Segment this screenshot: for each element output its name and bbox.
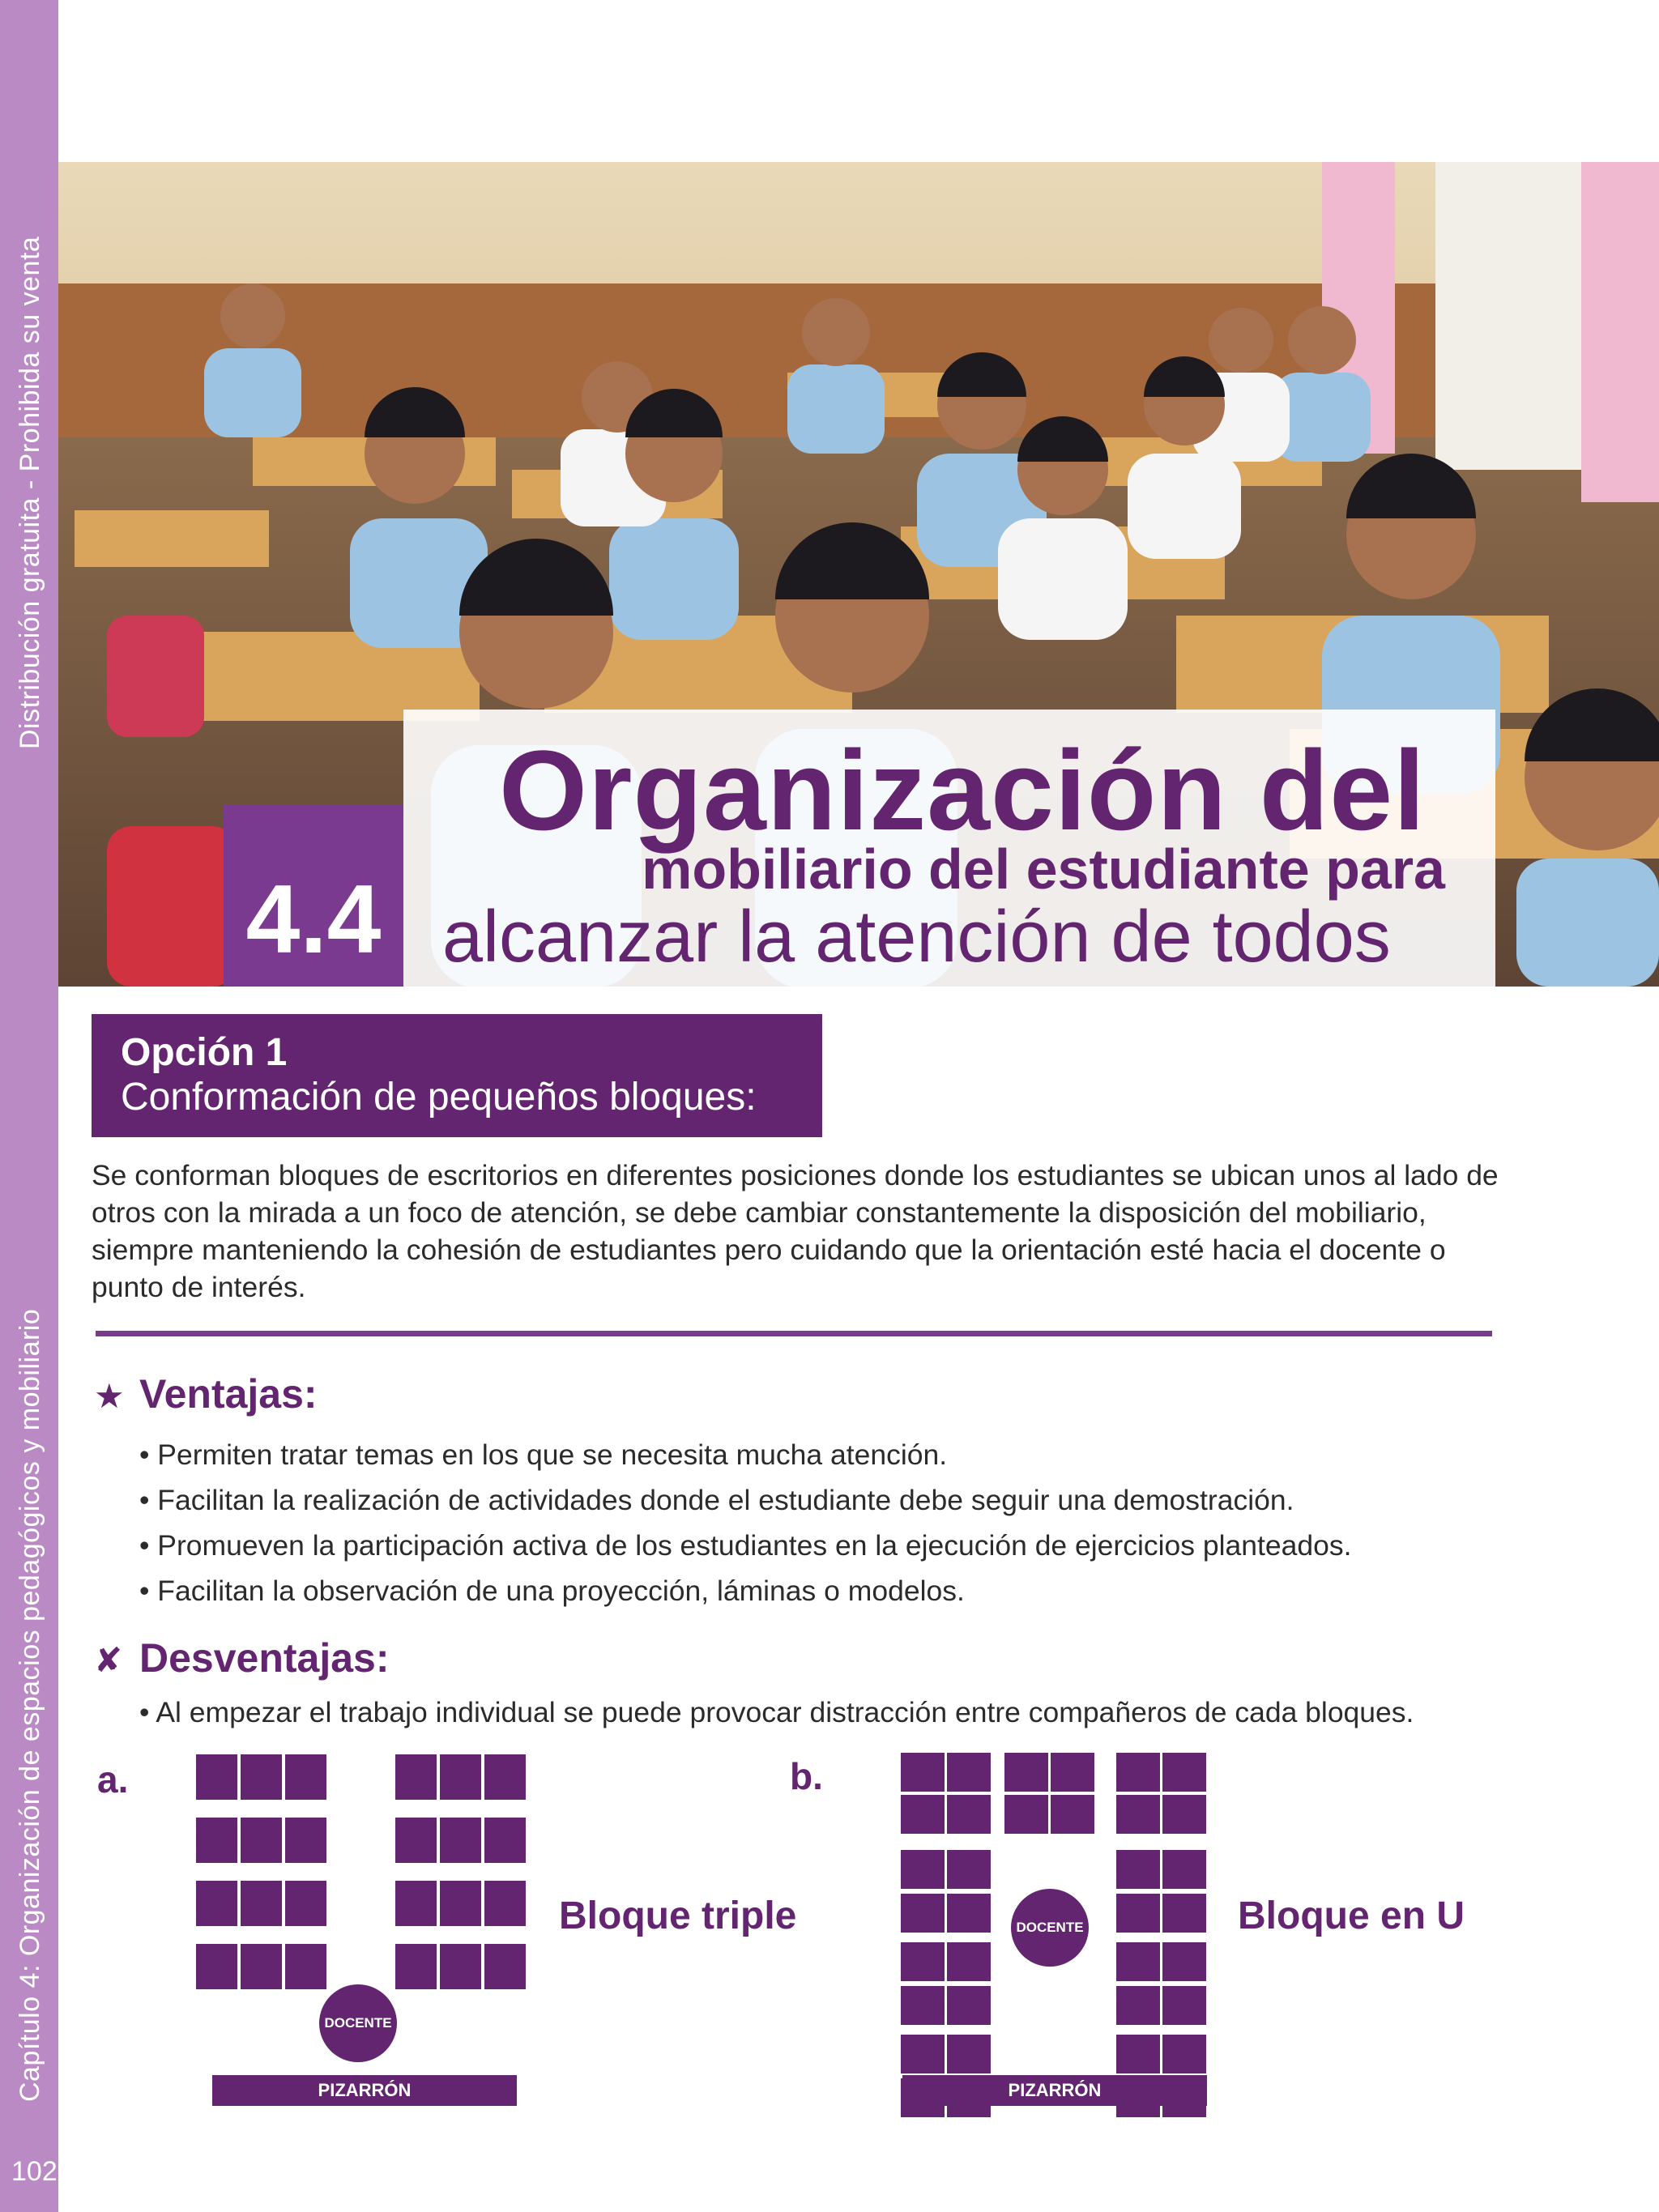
desk: [196, 1881, 237, 1926]
desk: [484, 1944, 526, 1989]
desk: [947, 1795, 991, 1834]
desk: [1162, 1850, 1206, 1889]
desk: [440, 1818, 481, 1863]
desk: [1051, 1795, 1094, 1834]
desk: [1051, 1753, 1094, 1792]
desk: [947, 1986, 991, 2025]
page-title-line1: Organización del: [499, 727, 1426, 854]
desk: [241, 1944, 282, 1989]
diagram-b-label: b.: [790, 1755, 823, 1797]
desk: [196, 1754, 237, 1800]
desk: [901, 1894, 945, 1933]
diagram-b-name: Bloque en U: [1238, 1894, 1465, 1937]
desk: [395, 1881, 437, 1926]
diagram-b-board: PIZARRÓN: [902, 2075, 1207, 2106]
desk: [1162, 1753, 1206, 1792]
diagram-a-name: Bloque triple: [559, 1894, 797, 1937]
desk: [440, 1881, 481, 1926]
desk: [1116, 2078, 1160, 2117]
desk: [901, 2078, 945, 2117]
cross-icon: ✘: [94, 1641, 123, 1679]
list-item: • Facilitan la observación de una proyección, láminas o modelos.: [139, 1568, 1351, 1613]
page-title-line2: mobiliario del estudiante para: [642, 837, 1445, 901]
desk: [947, 2035, 991, 2073]
desk: [901, 1850, 945, 1889]
desk: [285, 1881, 326, 1926]
desventajas-heading-label: Desventajas:: [139, 1635, 390, 1681]
desk: [947, 1850, 991, 1889]
list-item: • Promueven la participación activa de los estudiantes en la ejecución de ejercicios planteados.: [139, 1523, 1351, 1568]
desk: [196, 1818, 237, 1863]
desk: [285, 1944, 326, 1989]
desk: [947, 2078, 991, 2117]
desk: [1162, 1795, 1206, 1834]
list-item: • Facilitan la realización de actividades donde el estudiante debe seguir una demostración.: [139, 1477, 1351, 1523]
desk: [196, 1944, 237, 1989]
desk: [241, 1881, 282, 1926]
diagram-b-teacher: DOCENTE: [1011, 1889, 1089, 1967]
desventajas-heading: [94, 1634, 390, 1681]
desk: [285, 1754, 326, 1800]
desk: [241, 1818, 282, 1863]
diagram-a-board: PIZARRÓN: [212, 2075, 517, 2106]
desk: [901, 1795, 945, 1834]
section-divider: [96, 1331, 1492, 1336]
option-title: Opción 1: [121, 1031, 288, 1074]
sidebar: [0, 0, 58, 2212]
diagram-a-teacher: DOCENTE: [319, 1984, 397, 2062]
desk: [901, 1986, 945, 2025]
desk: [1004, 1795, 1048, 1834]
option-header: [92, 1014, 822, 1137]
desk: [1116, 1850, 1160, 1889]
desk: [901, 2035, 945, 2073]
desk: [1162, 1894, 1206, 1933]
diagram-a-label: a.: [97, 1758, 129, 1801]
desk: [947, 1753, 991, 1792]
desk: [1162, 2035, 1206, 2073]
desk: [947, 1894, 991, 1933]
list-item: • Permiten tratar temas en los que se necesita mucha atención.: [139, 1432, 1351, 1477]
desk: [1116, 2035, 1160, 2073]
desk: [440, 1944, 481, 1989]
ventajas-list: [139, 1432, 1351, 1613]
desk: [395, 1944, 437, 1989]
desk: [947, 1942, 991, 1981]
sidebar-distribution-note: Distribución gratuita - Prohibida su venta: [15, 236, 45, 749]
page-number: 102: [11, 2156, 58, 2187]
desk: [1162, 1986, 1206, 2025]
desk: [1116, 1795, 1160, 1834]
desk: [1162, 1942, 1206, 1981]
intro-paragraph: Se conforman bloques de escritorios en diferentes posiciones donde los estudiantes se ubican unos al lado de otros con la mirada a un foco de atención, se debe cambiar constantemente la disposición del mobiliario, siempre manteniendo la cohesión de estudiantes pero cuidando que la orientación esté hacia el docente o punto de interés.: [92, 1159, 1499, 1303]
ventajas-heading: [94, 1370, 318, 1417]
desk: [395, 1754, 437, 1800]
desk: [484, 1881, 526, 1926]
desk: [1116, 1986, 1160, 2025]
desk: [1004, 1753, 1048, 1792]
desk: [440, 1754, 481, 1800]
desk: [285, 1818, 326, 1863]
desk: [1116, 1753, 1160, 1792]
page-title-line3: alcanzar la atención de todos: [442, 897, 1391, 978]
option-subtitle: Conformación de pequeños bloques:: [121, 1076, 757, 1119]
list-item: • Al empezar el trabajo individual se puede provocar distracción entre compañeros de cada bloques.: [139, 1690, 1414, 1735]
desk: [395, 1818, 437, 1863]
desk: [1116, 1942, 1160, 1981]
ventajas-heading-label: Ventajas:: [139, 1371, 318, 1417]
section-number-badge: 4.4: [224, 805, 403, 987]
desventajas-list: [139, 1690, 1414, 1735]
desk: [241, 1754, 282, 1800]
title-card: [403, 710, 1495, 987]
desk: [901, 1942, 945, 1981]
desk: [1162, 2078, 1206, 2117]
desk: [484, 1818, 526, 1863]
desk: [1116, 1894, 1160, 1933]
desk: [484, 1754, 526, 1800]
desk: [901, 1753, 945, 1792]
sidebar-chapter-title: Capítulo 4: Organización de espacios pedagógicos y mobiliario: [15, 1308, 45, 2102]
star-icon: ★: [94, 1377, 125, 1415]
